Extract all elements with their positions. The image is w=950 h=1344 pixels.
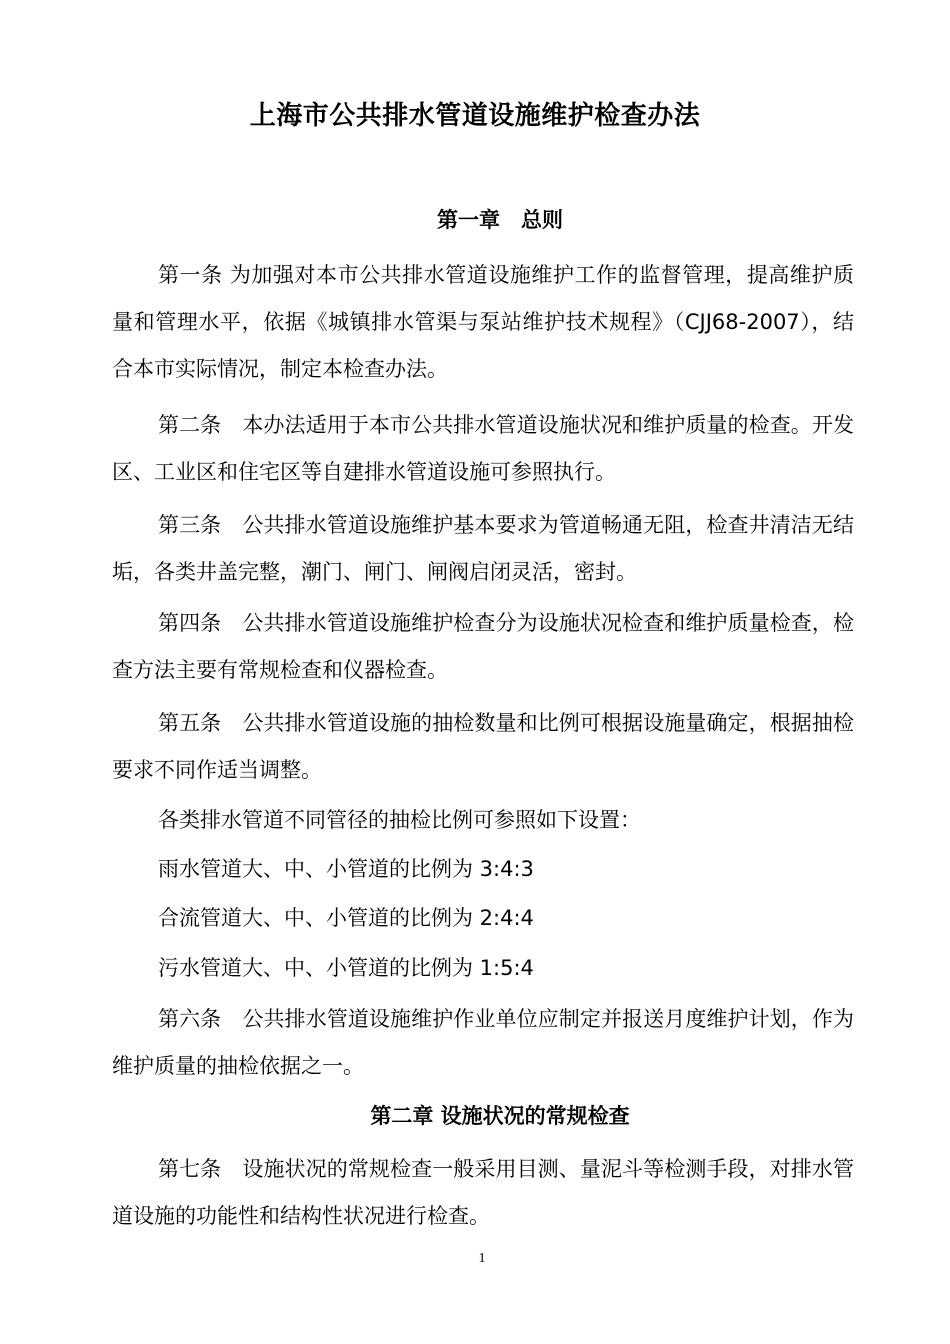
- ratio-rain: 雨水管道大、中、小管道的比例为 3:4:3: [158, 857, 534, 881]
- chapter-heading-2: 第二章 设施状况的常规检查: [370, 1104, 630, 1128]
- article-5: 第五条 公共排水管道设施的抽检数量和比例可根据设施量确定，根据抽检要求不同作适当调整。: [112, 711, 854, 782]
- document-title: 上海市公共排水管道设施维护检查办法: [249, 101, 701, 131]
- ratio-combined: 合流管道大、中、小管道的比例为 2:4:4: [158, 906, 534, 930]
- article-7: 第七条 设施状况的常规检查一般采用目测、量泥斗等检测手段，对排水管道设施的功能性和结构性状况进行检查。: [112, 1157, 854, 1228]
- article-2: 第二条 本办法适用于本市公共排水管道设施状况和维护质量的检查。开发区、工业区和住宅区等自建排水管道设施可参照执行。: [112, 413, 854, 484]
- page-number: 1: [478, 1251, 486, 1266]
- article-4: 第四条 公共排水管道设施维护检查分为设施状况检查和维护质量检查，检查方法主要有常规检查和仪器检查。: [112, 611, 854, 682]
- article-3: 第三条 公共排水管道设施维护基本要求为管道畅通无阻，检查井清洁无结垢，各类井盖完整，潮门、闸门、闸阀启闭灵活，密封。: [112, 513, 854, 584]
- ratio-sewage: 污水管道大、中、小管道的比例为 1:5:4: [158, 956, 534, 980]
- ratio-intro: 各类排水管道不同管径的抽检比例可参照如下设置：: [158, 808, 641, 832]
- article-6: 第六条 公共排水管道设施维护作业单位应制定并报送月度维护计划，作为维护质量的抽检依据之一。: [112, 1007, 854, 1078]
- chapter-heading-1: 第一章 总则: [437, 208, 563, 232]
- article-1: 第一条 为加强对本市公共排水管道设施维护工作的监督管理，提高维护质量和管理水平，依据《城镇排水管渠与泵站维护技术规程》（CJJ68-2007），结合本市实际情况，制定本检查办法。: [112, 263, 854, 381]
